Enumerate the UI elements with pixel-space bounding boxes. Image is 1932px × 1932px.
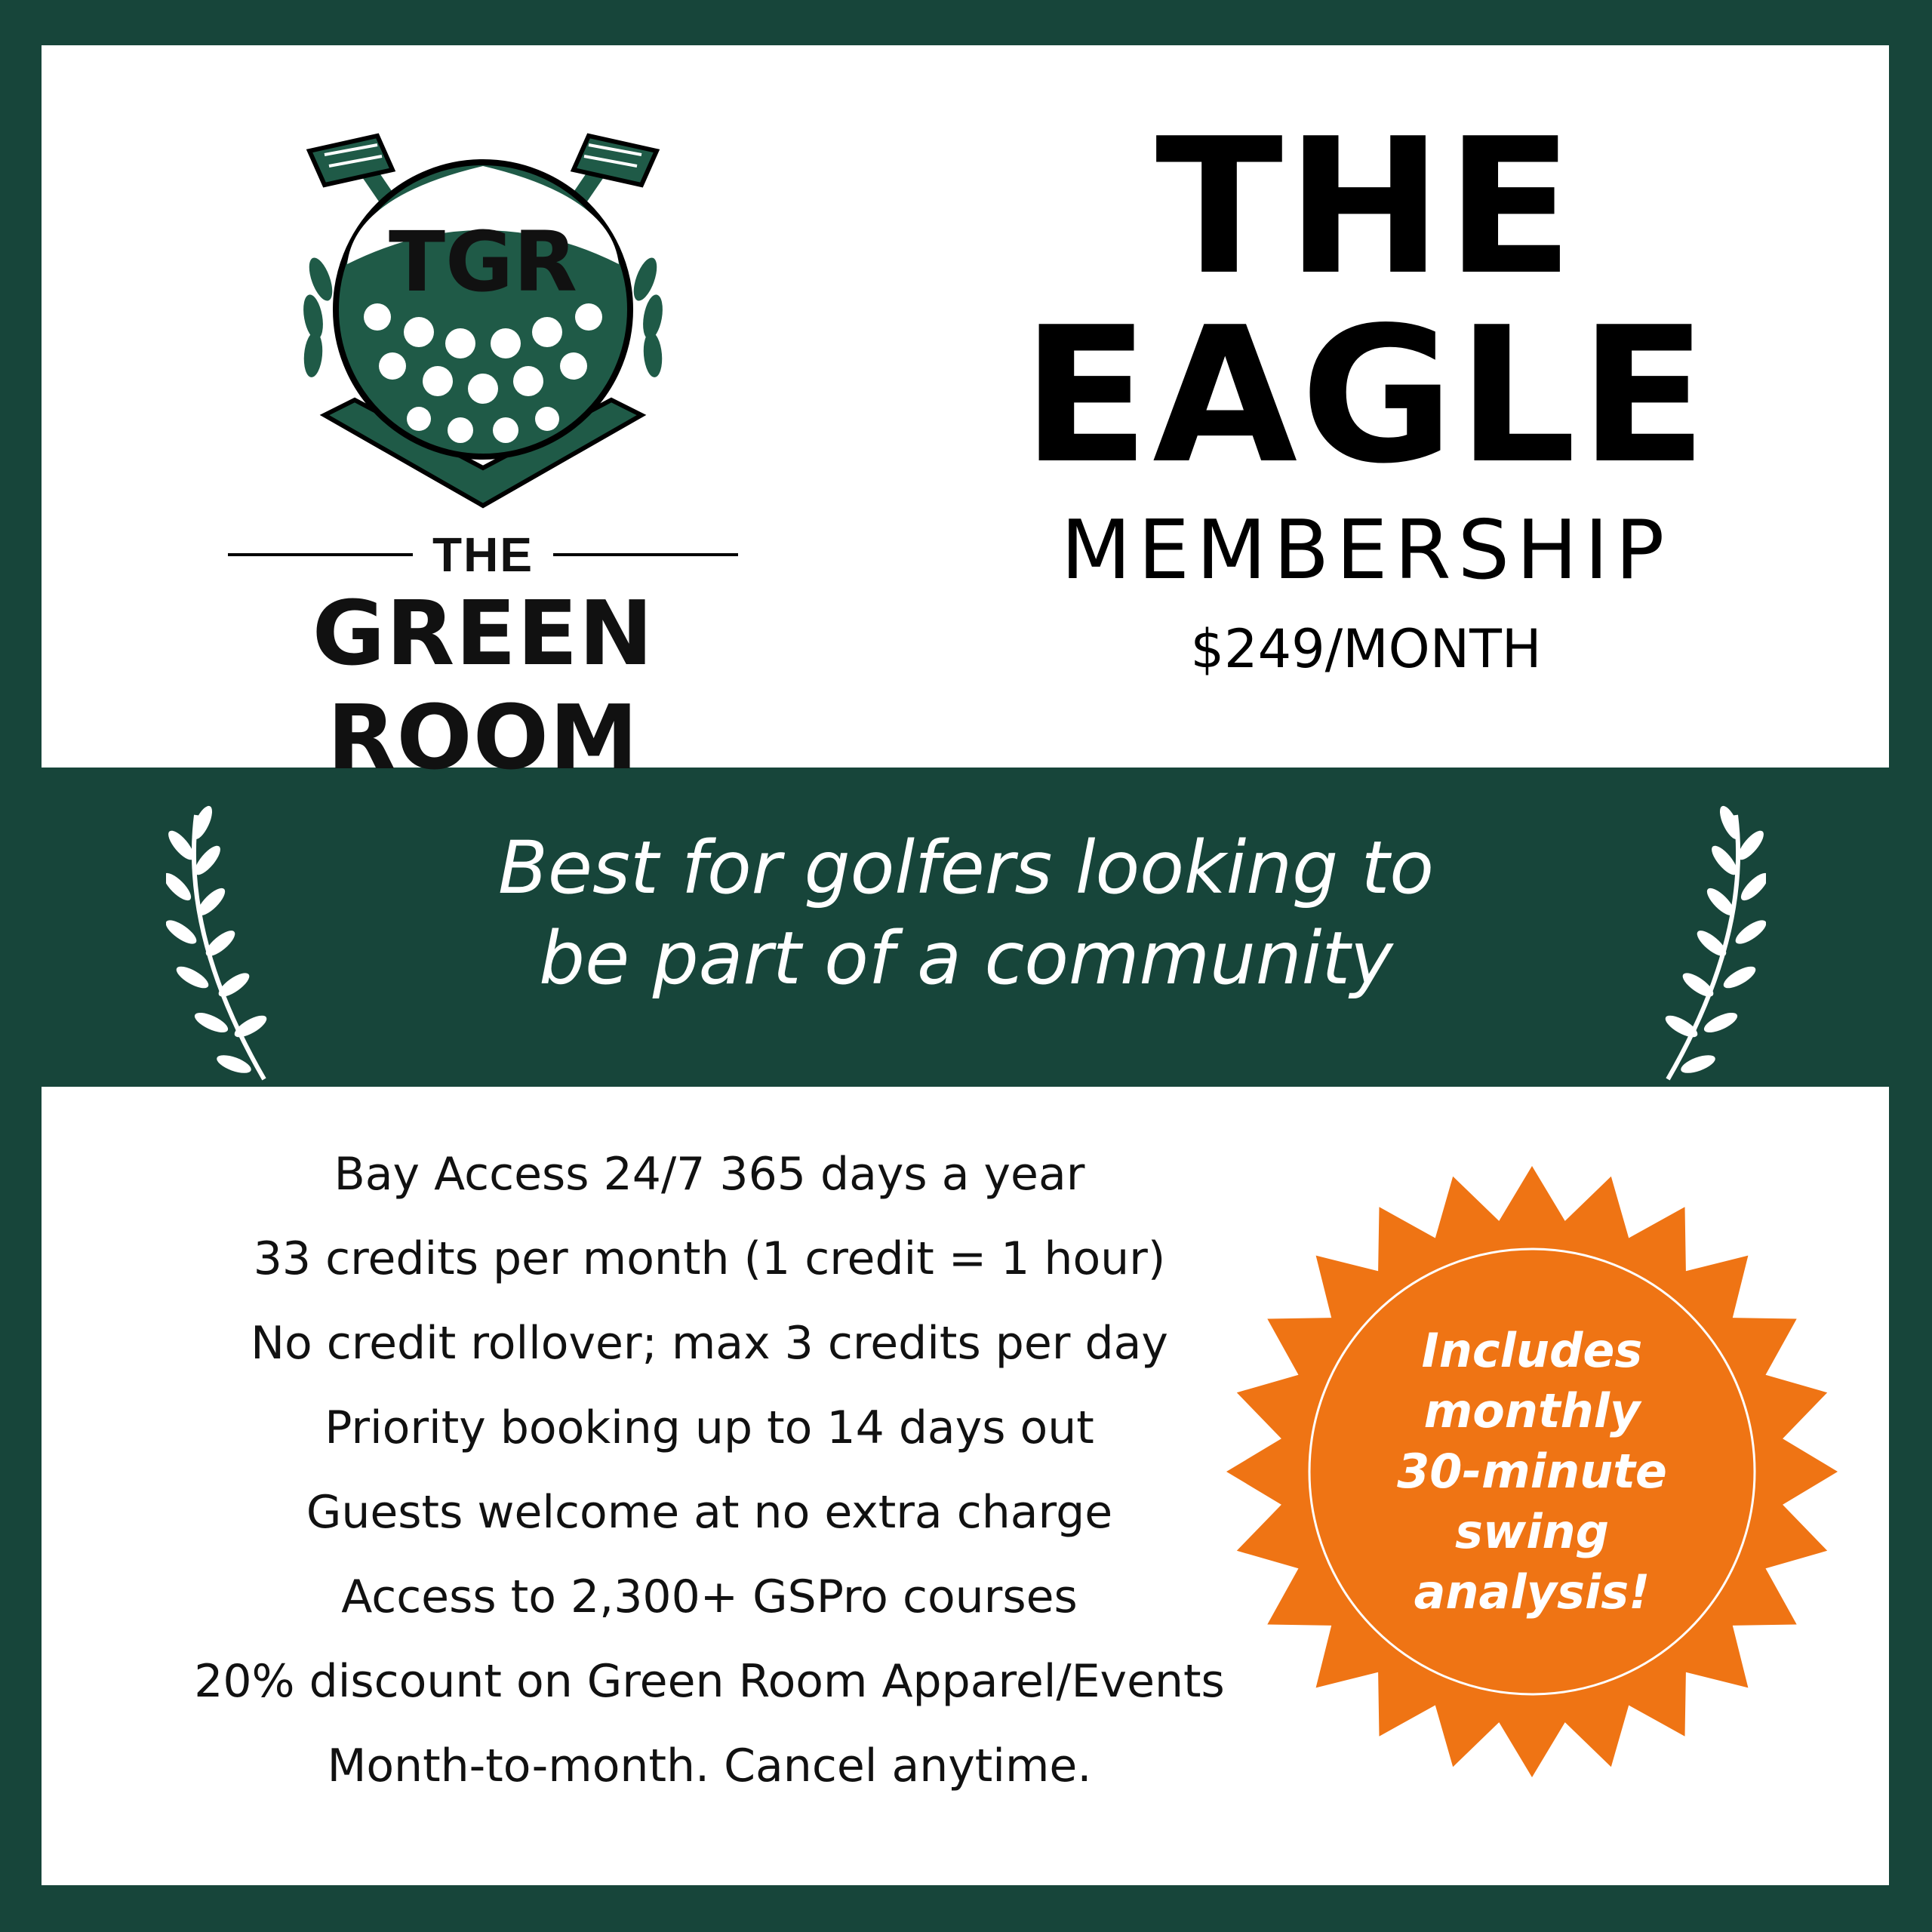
membership-subtitle: MEMBERSHIP [1060,503,1672,598]
feature-item: Priority booking up to 14 days out [325,1401,1094,1454]
svg-text:TGR: TGR [388,214,578,310]
headline [898,99,1834,680]
golf-ball-logo-icon [279,128,687,521]
promo-badge [1223,1162,1841,1781]
feature-list [106,1132,1313,1808]
logo-name: GREEN ROOM [312,581,654,789]
logo-rule-left [228,553,413,556]
tagline-line-2: be part of a community [539,916,1393,1001]
green-room-logo [143,128,823,789]
feature-item: 33 credits per month (1 credit = 1 hour) [253,1232,1166,1285]
tagline-line-1: Best for golfers looking to [498,826,1434,910]
feature-item: No credit rollover; max 3 credits per day [251,1317,1168,1370]
title-line-2: EAGLE [1021,288,1711,505]
title-line-1: THE [1155,99,1577,316]
logo-the-row [143,528,823,581]
badge-line: analysis! [1414,1564,1651,1620]
badge-line: monthly [1423,1383,1641,1438]
feature-item: Access to 2,300+ GSPro courses [341,1571,1078,1623]
logo-rule-right [553,553,738,556]
badge-text [1343,1306,1721,1638]
feature-item: Guests welcome at no extra charge [306,1486,1113,1539]
feature-item: Month-to-month. Cancel anytime. [327,1740,1092,1792]
badge-line: swing [1455,1504,1609,1559]
price: $249/MONTH [1190,618,1542,680]
feature-item: 20% discount on Green Room Apparel/Events [194,1655,1225,1708]
logo-the: THE [432,528,534,582]
feature-item: Bay Access 24/7 365 days a year [334,1148,1085,1201]
tagline [226,823,1706,1004]
badge-line: Includes [1421,1323,1643,1378]
badge-line: 30-minute [1397,1444,1667,1499]
